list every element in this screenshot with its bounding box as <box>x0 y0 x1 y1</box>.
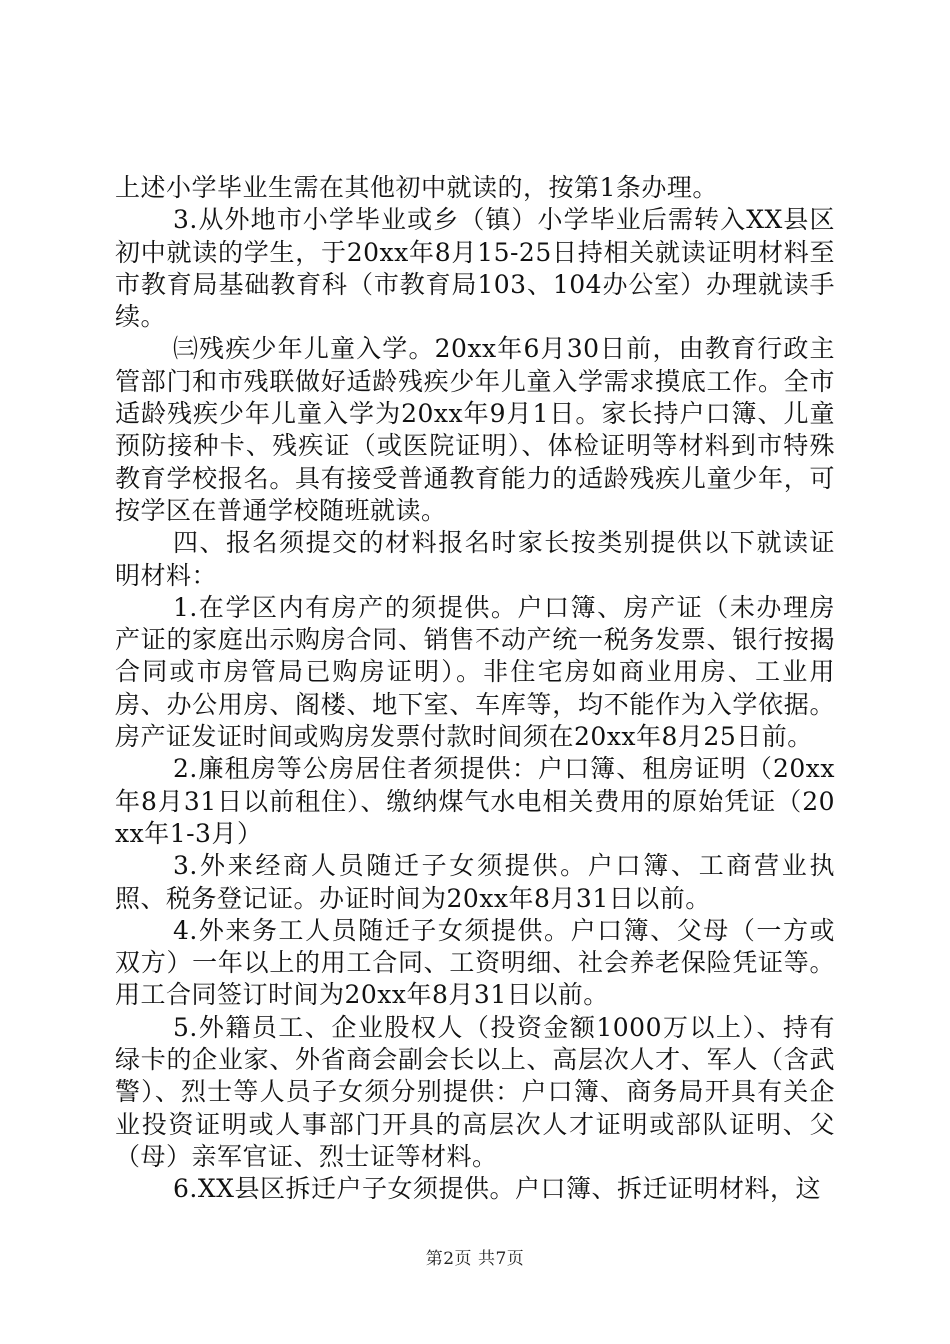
page-number-footer: 第2页 共7页 <box>425 1249 525 1269</box>
paragraph-item-4-workers: 4.外来务工人员随迁子女须提供。户口簿、父母（一方或双方）一年以上的用工合同、工资明细、社会养老保险凭证等。用工合同签订时间为20xx年8月31日以前。 <box>115 915 835 1010</box>
paragraph-item-3-transfer: 3.从外地市小学毕业或乡（镇）小学毕业后需转入XX县区初中就读的学生，于20xx年8月15-25日持相关就读证明材料至市教育局基础教育科（市教育局103、104办公室）办理就读手续。 <box>115 205 835 332</box>
paragraph-item-2-public-housing: 2.廉租房等公房居住者须提供：户口簿、租房证明（20xx年8月31日以前租住）、缴纳煤气水电相关费用的原始凭证（20xx年1-3月） <box>115 754 835 848</box>
paragraph-item-5-special: 5.外籍员工、企业股权人（投资金额1000万以上）、持有绿卡的企业家、外省商会副会长以上、高层次人才、军人（含武警）、烈士等人员子女须分别提供：户口簿、商务局开具有关企业投资证明或人事部门开具的高层次人才证明或部队证明、父（母）亲军官证、烈士证等材料。 <box>115 1012 835 1171</box>
paragraph-continuation: 上述小学毕业生需在其他初中就读的，按第1条办理。 <box>115 173 718 202</box>
paragraph-item-3-merchants: 3.外来经商人员随迁子女须提供。户口簿、工商营业执照、税务登记证。办证时间为20xx年8月31日以前。 <box>115 851 835 913</box>
section-heading-materials: 四、报名须提交的材料报名时家长按类别提供以下就读证明材料： <box>115 528 835 590</box>
paragraph-item-6-relocation: 6.XX县区拆迁户子女须提供。户口簿、拆迁证明材料，这 <box>173 1174 821 1204</box>
paragraph-item-1-property: 1.在学区内有房产的须提供。户口簿、房产证（未办理房产证的家庭出示购房合同、销售不动产统一税务发票、银行按揭合同或市房管局已购房证明）。非住宅房如商业用房、工业用房、办公用房、阁楼、地下室、车库等，均不能作为入学依据。房产证发证时间或购房发票付款时间须在20xx年8月25日前。 <box>115 592 835 752</box>
document-body <box>115 172 835 1206</box>
paragraph-disabled-children: ㈢残疾少年儿童入学。20xx年6月30日前，由教育行政主管部门和市残联做好适龄残疾少年儿童入学需求摸底工作。全市适龄残疾少年儿童入学为20xx年9月1日。家长持户口簿、儿童预防接种卡、残疾证（或医院证明）、体检证明等材料到市特殊教育学校报名。具有接受普通教育能力的适龄残疾儿童少年，可按学区在普通学校随班就读。 <box>115 334 835 525</box>
